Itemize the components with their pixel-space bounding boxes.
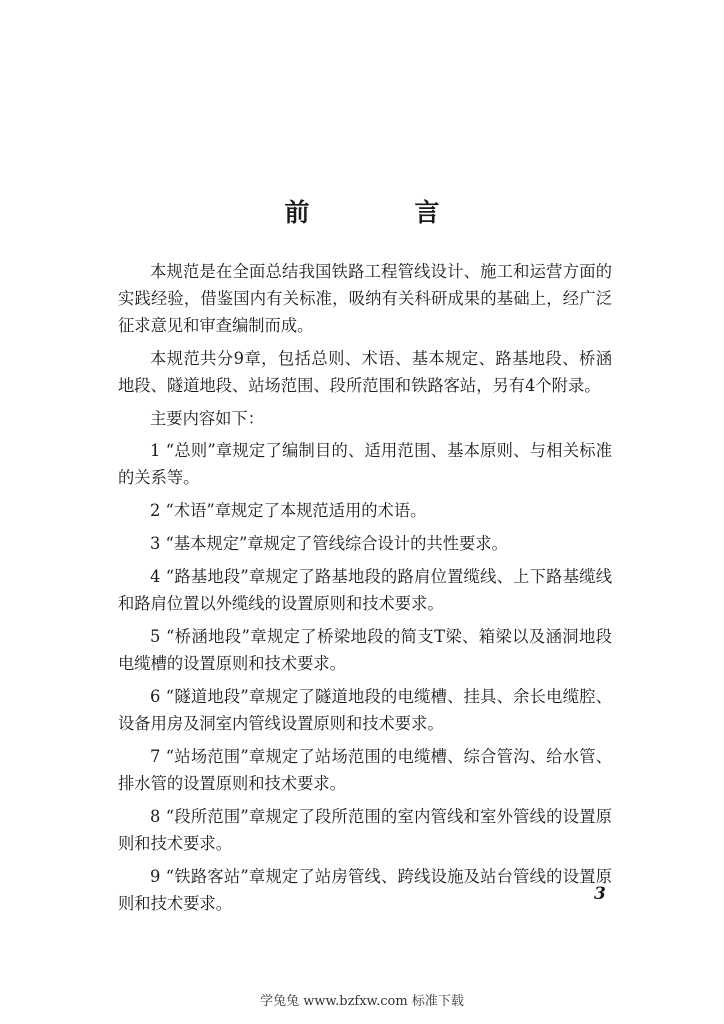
list-item: 2 “术语”章规定了本规范适用的术语。 — [150, 501, 427, 520]
paragraph: 本规范共分9章，包括总则、术语、基本规定、路基地段、桥涵地段、隧道地段、站场范围、段所范围和铁路客站，另有4个附录。 — [118, 349, 612, 395]
paragraph: 本规范是在全面总结我国铁路工程管线设计、施工和运营方面的实践经验，借鉴国内有关标准，吸纳有关科研成果的基础上，经广泛征求意见和审查编制而成。 — [118, 262, 612, 335]
list-item: 7 “站场范围”章规定了站场范围的电缆槽、综合管沟、给水管、排水管的设置原则和技术要求。 — [118, 747, 612, 793]
list-item: 1 “总则”章规定了编制目的、适用范围、基本原则、与相关标准的关系等。 — [118, 441, 612, 487]
page-title: 前 言 — [284, 198, 480, 227]
list-item: 6 “隧道地段”章规定了隧道地段的电缆槽、挂具、余长电缆腔、设备用房及洞室内管线设置原则和技术要求。 — [118, 687, 612, 733]
list-item: 4 “路基地段”章规定了路基地段的路肩位置缆线、上下路基缆线和路肩位置以外缆线的设置原则和技术要求。 — [118, 567, 612, 613]
list-item: 9 “铁路客站”章规定了站房管线、跨线设施及站台管线的设置原则和技术要求。 — [118, 867, 612, 913]
list-item: 3 “基本规定”章规定了管线综合设计的共性要求。 — [150, 534, 508, 553]
list-item: 5 “桥涵地段”章规定了桥梁地段的简支T梁、箱梁以及涵洞地段电缆槽的设置原则和技术要求。 — [118, 627, 612, 673]
page-number: 3 — [594, 884, 606, 904]
preface-body — [118, 258, 612, 923]
footer-watermark: 学兔兔 www.bzfxw.com 标准下载 — [260, 994, 464, 1009]
list-item: 8 “段所范围”章规定了段所范围的室内管线和室外管线的设置原则和技术要求。 — [118, 807, 612, 853]
paragraph: 主要内容如下： — [150, 409, 264, 428]
